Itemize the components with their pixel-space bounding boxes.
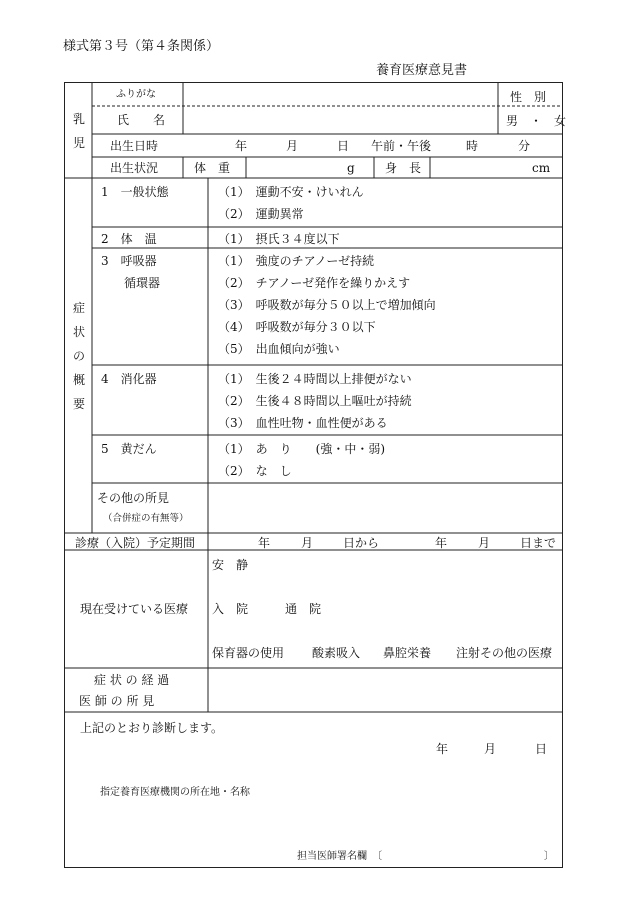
form-title: 養育医療意見書 [376,63,468,78]
period-from-suffix: 日から [343,536,380,550]
furigana-label: ふりがな [116,89,156,100]
symptom-side-label-5: 要 [73,397,86,411]
treatment-option-injection: 注射その他の医療 [456,646,553,660]
sex-label: 性 別 [510,90,547,104]
other-findings-sub: （合併症の有無等） [103,513,189,524]
digestive-item-2: （2） 生後４８時間以上嘔吐が持続 [218,394,412,408]
infant-side-label-2: 児 [73,136,86,150]
treatment-outpatient: 通 院 [285,602,322,616]
circulatory-label: 循環器 [124,276,161,290]
symptom-side-label-3: の [73,349,86,363]
birth-hour-label: 時 [466,139,479,153]
jaundice-item-2: （2） な し [218,464,292,478]
birth-minute-label: 分 [518,139,531,153]
signature-bracket-close: 〕 [544,851,554,862]
diagnosis-month: 月 [484,742,497,756]
treatment-inpatient: 入 院 [212,602,249,616]
respiratory-item-4: （4） 呼吸数が毎分３０以下 [218,320,376,334]
other-findings-label: その他の所見 [97,491,170,505]
doctor-findings-label: 医 師 の 所 見 [79,694,155,708]
symptom-side-label-1: 症 [73,301,86,315]
birth-status-label: 出生状況 [110,161,159,175]
period-from-year: 年 [258,536,271,550]
temperature-label: 2 体 温 [101,232,157,246]
treatment-label: 現在受けている医療 [80,602,189,616]
digestive-item-1: （1） 生後２４時間以上排便がない [218,372,412,386]
treatment-option-nasal-feeding: 鼻腔栄養 [383,646,432,660]
jaundice-label: 5 黄だん [101,442,157,456]
birth-day-label: 日 [337,139,350,153]
period-to-year: 年 [435,536,448,550]
respiratory-item-3: （3） 呼吸数が毎分５０以上で増加傾向 [218,298,436,312]
institution-label: 指定養育医療機関の所在地・名称 [100,787,250,798]
symptom-side-label-2: 状 [73,325,86,339]
respiratory-label: 3 呼吸器 [101,254,157,268]
course-label: 症 状 の 経 過 [94,673,170,687]
period-label: 診療（入院）予定期間 [75,536,196,550]
digestive-label: 4 消化器 [101,372,157,386]
respiratory-item-1: （1） 強度のチアノーゼ持続 [218,254,375,268]
name-label: 氏 名 [117,113,166,127]
infant-side-label-1: 乳 [73,112,86,126]
sex-options: 男 ・ 女 [506,114,567,128]
respiratory-item-2: （2） チアノーゼ発作を繰りかえす [218,276,411,290]
signature-label: 担当医師署名欄 [297,851,367,862]
period-to-suffix: 日まで [520,536,557,550]
weight-label: 体 重 [194,161,231,175]
signature-bracket-open: 〔 [372,851,382,862]
treatment-option-incubator: 保育器の使用 [212,646,285,660]
birth-month-label: 月 [286,139,299,153]
form-number: 様式第３号（第４条関係） [63,39,220,54]
jaundice-item-1: （1） あ り (強・中・弱) [218,442,385,456]
birth-ampm-label: 午前・午後 [371,139,432,153]
period-from-month: 月 [301,536,314,550]
diagnosis-day: 日 [535,742,548,756]
height-label: 身 長 [385,161,422,175]
weight-unit: g [347,161,355,175]
diagnosis-year: 年 [436,742,449,756]
digestive-item-3: （3） 血性吐物・血性便がある [218,416,388,430]
symptom-side-label-4: 概 [73,373,86,387]
diagnosis-statement: 上記のとおり診断します。 [80,721,224,735]
height-unit: cm [532,161,551,175]
general-item-1: （1） 運動不安・けいれん [218,185,364,199]
birth-year-label: 年 [235,139,248,153]
birth-label: 出生日時 [110,139,159,153]
temperature-item-1: （1） 摂氏３４度以下 [218,232,340,246]
period-to-month: 月 [478,536,491,550]
general-item-2: （2） 運動異常 [218,207,304,221]
general-condition-label: 1 一般状態 [101,185,169,199]
treatment-rest: 安 静 [212,558,249,572]
treatment-option-oxygen: 酸素吸入 [312,646,361,660]
respiratory-item-5: （5） 出血傾向が強い [218,342,340,356]
